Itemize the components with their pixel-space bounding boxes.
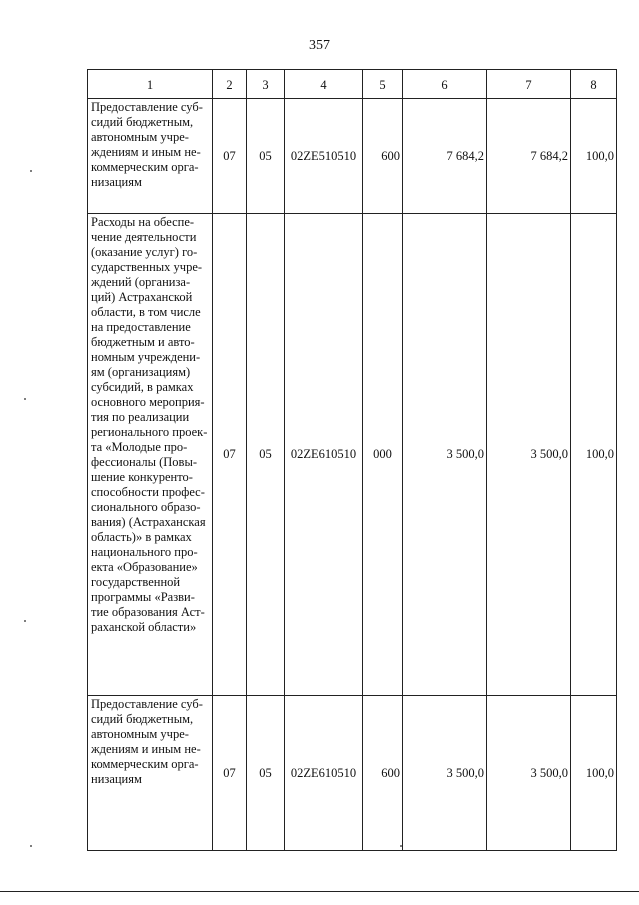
cell-section: 07 bbox=[213, 214, 247, 696]
row-name-line: сидий бюджетным, bbox=[91, 115, 194, 129]
scan-speck bbox=[24, 398, 26, 400]
column-header: 7 bbox=[487, 70, 571, 99]
row-name-line: Расходы на обеспе- bbox=[91, 215, 195, 229]
cell-section: 07 bbox=[213, 696, 247, 851]
row-name-line: раханской области» bbox=[91, 620, 197, 634]
row-name-line: чение деятельности bbox=[91, 230, 197, 244]
row-name-line: номным учреждени- bbox=[91, 350, 201, 364]
row-name-line: национального про- bbox=[91, 545, 198, 559]
cell-expense-type: 000 bbox=[363, 214, 403, 696]
table-header-row bbox=[88, 70, 617, 99]
page-bottom-rule bbox=[0, 891, 639, 892]
row-name-line: екта «Образование» bbox=[91, 560, 198, 574]
cell-target-code: 02ZE610510 bbox=[285, 696, 363, 851]
column-header: 2 bbox=[213, 70, 247, 99]
scan-speck bbox=[400, 845, 402, 847]
row-name-line: фессионалы (Повы- bbox=[91, 455, 198, 469]
column-header: 6 bbox=[403, 70, 487, 99]
row-name-line: субсидий, в рамках bbox=[91, 380, 194, 394]
cell-expense-type: 600 bbox=[363, 99, 403, 214]
cell-target-code: 02ZE610510 bbox=[285, 214, 363, 696]
scan-speck bbox=[30, 845, 32, 847]
cell-subsection: 05 bbox=[247, 99, 285, 214]
row-name-line: коммерческим орга- bbox=[91, 160, 199, 174]
row-name-line: низациям bbox=[91, 175, 142, 189]
row-name-line: коммерческим орга- bbox=[91, 757, 199, 771]
column-header: 4 bbox=[285, 70, 363, 99]
cell-percent: 100,0 bbox=[571, 214, 617, 696]
cell-percent: 100,0 bbox=[571, 696, 617, 851]
table-row bbox=[88, 214, 617, 696]
row-name-line: низациям bbox=[91, 772, 142, 786]
row-name-line: Предоставление суб- bbox=[91, 697, 203, 711]
row-name-line: тия по реализации bbox=[91, 410, 190, 424]
cell-target-code: 02ZE510510 bbox=[285, 99, 363, 214]
cell-expense-type: 600 bbox=[363, 696, 403, 851]
column-header: 3 bbox=[247, 70, 285, 99]
row-name-line: основного мероприя- bbox=[91, 395, 205, 409]
row-name-line: Предоставление суб- bbox=[91, 100, 203, 114]
cell-plan: 3 500,0 bbox=[403, 696, 487, 851]
row-name-line: ям (организациям) bbox=[91, 365, 191, 379]
row-name-line: та «Молодые про- bbox=[91, 440, 188, 454]
row-name-line: вания) (Астраханская bbox=[91, 515, 206, 529]
cell-actual: 3 500,0 bbox=[487, 696, 571, 851]
cell-plan: 3 500,0 bbox=[403, 214, 487, 696]
cell-plan: 7 684,2 bbox=[403, 99, 487, 214]
row-name-line: сидий бюджетным, bbox=[91, 712, 194, 726]
row-name bbox=[88, 99, 213, 214]
row-name-line: способности профес- bbox=[91, 485, 205, 499]
scan-speck bbox=[30, 170, 32, 172]
row-name-line: ждениям и иным не- bbox=[91, 742, 201, 756]
scan-speck bbox=[24, 620, 26, 622]
row-name-line: шение конкуренто- bbox=[91, 470, 193, 484]
row-name bbox=[88, 696, 213, 851]
row-name-line: ждениям и иным не- bbox=[91, 145, 201, 159]
column-header: 5 bbox=[363, 70, 403, 99]
cell-subsection: 05 bbox=[247, 696, 285, 851]
cell-section: 07 bbox=[213, 99, 247, 214]
row-name-line: бюджетным и авто- bbox=[91, 335, 195, 349]
row-name-line: сударственных учре- bbox=[91, 260, 203, 274]
row-name-line: на предоставление bbox=[91, 320, 191, 334]
table-row bbox=[88, 696, 617, 851]
cell-actual: 7 684,2 bbox=[487, 99, 571, 214]
table-row bbox=[88, 99, 617, 214]
cell-subsection: 05 bbox=[247, 214, 285, 696]
page-number: 357 bbox=[309, 38, 330, 53]
row-name-line: регионального проек- bbox=[91, 425, 208, 439]
cell-percent: 100,0 bbox=[571, 99, 617, 214]
budget-table bbox=[87, 69, 617, 851]
row-name-line: ждений (организа- bbox=[91, 275, 191, 289]
row-name-line: тие образования Аст- bbox=[91, 605, 205, 619]
row-name-line: область)» в рамках bbox=[91, 530, 192, 544]
column-header: 8 bbox=[571, 70, 617, 99]
row-name-line: программы «Разви- bbox=[91, 590, 195, 604]
row-name-line: государственной bbox=[91, 575, 181, 589]
row-name-line: ций) Астраханской bbox=[91, 290, 193, 304]
column-header: 1 bbox=[88, 70, 213, 99]
row-name bbox=[88, 214, 213, 696]
row-name-line: области, в том числе bbox=[91, 305, 201, 319]
row-name-line: сионального образо- bbox=[91, 500, 201, 514]
row-name-line: (оказание услуг) го- bbox=[91, 245, 198, 259]
cell-actual: 3 500,0 bbox=[487, 214, 571, 696]
row-name-line: автономным учре- bbox=[91, 727, 189, 741]
row-name-line: автономным учре- bbox=[91, 130, 189, 144]
